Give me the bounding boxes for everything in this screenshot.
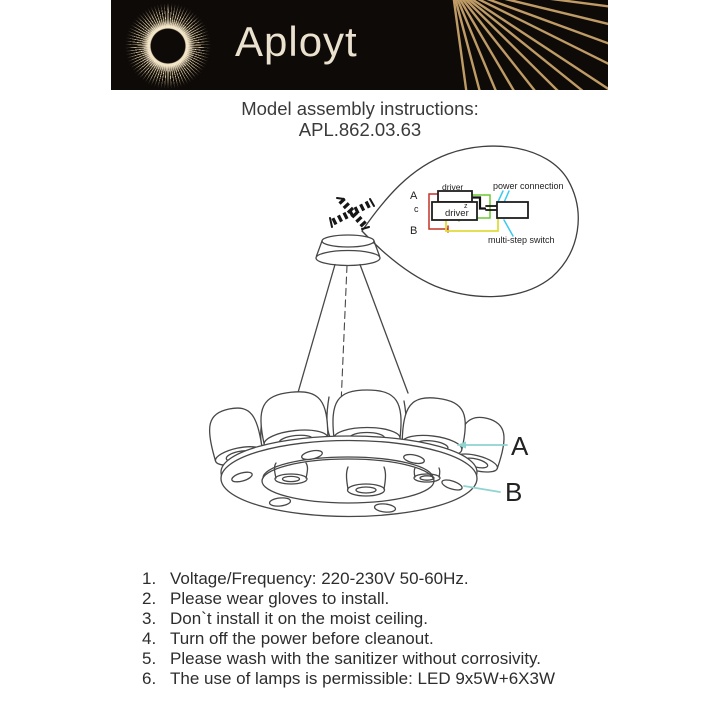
item-text: Please wear gloves to install. <box>170 588 390 608</box>
item-number: 3. <box>142 608 157 628</box>
item-number: 4. <box>142 628 157 648</box>
item-text: The use of lamps is permissible: LED 9x5W+6X3W <box>170 668 556 688</box>
brand-name: Aployt <box>235 18 358 65</box>
list-item <box>142 669 555 689</box>
item-text: Voltage/Frequency: 220-230V 50-60Hz. <box>170 569 469 588</box>
item-text: Don`t install it on the moist ceiling. <box>170 608 428 628</box>
connector-mark: z <box>464 203 468 210</box>
list-item <box>142 569 555 589</box>
item-number: 1. <box>142 569 157 588</box>
item-text: Turn off the power before cleanout. <box>170 628 434 648</box>
list-item <box>142 649 555 669</box>
terminal-b-label: B <box>410 225 418 237</box>
spot-hole-part-label: B <box>505 477 523 507</box>
assembly-diagram <box>0 140 720 570</box>
wiring-callout-balloon <box>362 146 578 297</box>
multi-step-switch-label: multi-step switch <box>488 235 555 245</box>
driver-bottom-label: driver <box>445 208 469 219</box>
terminal-c-label: c <box>414 204 419 214</box>
instruction-list <box>142 569 555 688</box>
brand-banner <box>111 0 608 90</box>
item-number: 6. <box>142 668 157 688</box>
terminal-a-label: A <box>410 190 418 202</box>
multi-step-switch-box <box>497 202 528 218</box>
title-block <box>0 99 720 140</box>
driver-top-label: driver <box>442 182 464 192</box>
model-number: APL.862.03.63 <box>298 118 422 140</box>
item-number: 5. <box>142 648 157 668</box>
ceiling-canopy <box>316 235 380 266</box>
item-text: Please wash with the sanitizer without corrosivity. <box>170 648 542 668</box>
page-title: Model assembly instructions: <box>241 98 479 119</box>
corner-rays-decoration <box>111 0 608 90</box>
list-item <box>142 589 555 609</box>
item-number: 2. <box>142 588 157 608</box>
power-connection-label: power connection <box>493 181 564 191</box>
list-item <box>142 629 555 649</box>
list-item <box>142 609 555 629</box>
shade-part-label: A <box>511 431 529 461</box>
driver-box-top <box>438 191 472 202</box>
